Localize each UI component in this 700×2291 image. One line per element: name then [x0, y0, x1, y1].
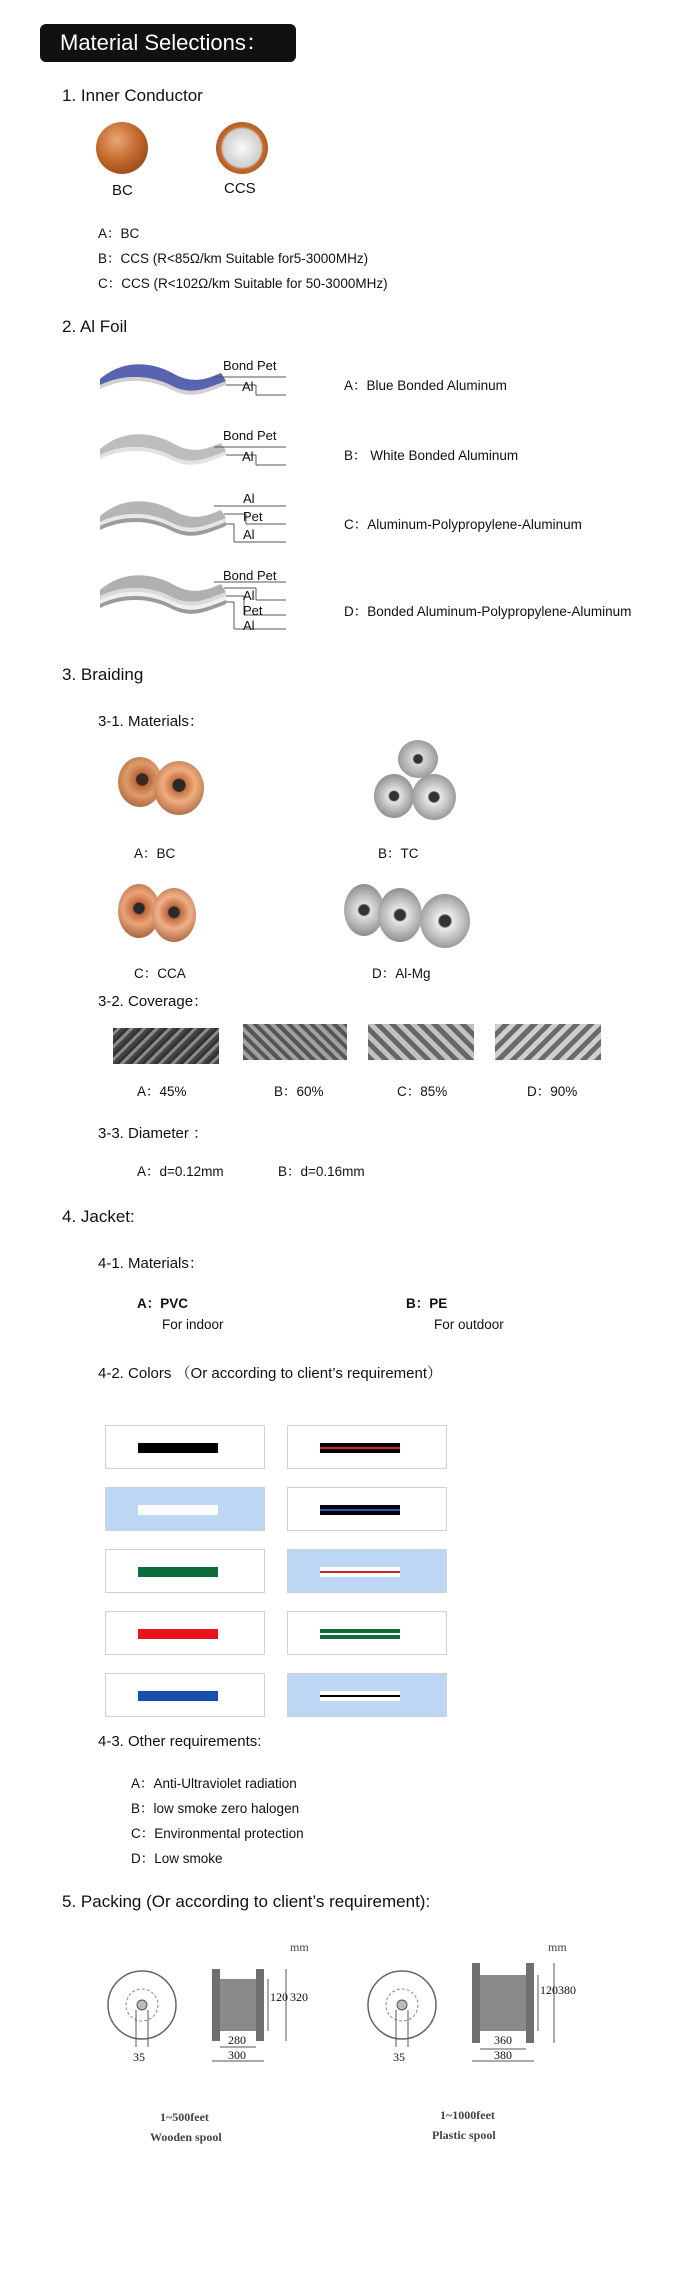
- wooden-length: 1~500feet: [160, 2110, 209, 2124]
- bc-label: BC: [112, 182, 133, 199]
- inner-conductor-option-a: A：BC: [98, 226, 140, 241]
- foil-a-layer-2: Al: [242, 379, 254, 394]
- inner-conductor-option-c: C：CCS (R<102Ω/km Suitable for 50-3000MHz): [98, 276, 388, 291]
- coverage-c: C：85%: [397, 1084, 448, 1099]
- jacket-materials-heading: 4-1. Materials：: [98, 1255, 204, 1272]
- jacket-color-sample: [320, 1629, 400, 1639]
- inner-conductor-option-b: B：CCS (R<85Ω/km Suitable for5-3000MHz): [98, 251, 369, 266]
- al-mg-wire-coil-image: [344, 880, 474, 950]
- wooden-spool-name: Wooden spool: [150, 2130, 222, 2144]
- coverage-45-image: [113, 1028, 219, 1064]
- jacket-color-sample: [320, 1443, 400, 1453]
- braiding-material-b: B：TC: [378, 846, 419, 861]
- wooden-dim-w1: 280: [228, 2033, 246, 2047]
- plastic-length: 1~1000feet: [440, 2108, 495, 2122]
- wooden-dim-h1: 120: [270, 1990, 288, 2004]
- coverage-d: D：90%: [527, 1084, 578, 1099]
- diameter-b: B：d=0.16mm: [278, 1164, 365, 1179]
- other-requirement-b: B：low smoke zero halogen: [131, 1801, 300, 1816]
- color-swatch: [287, 1673, 447, 1717]
- plastic-hub-dim: 35: [393, 2050, 405, 2064]
- bc-wire-coil-image: [118, 755, 218, 815]
- wooden-hub-dim: 35: [133, 2050, 145, 2064]
- wooden-dim-w2: 300: [228, 2048, 246, 2062]
- plastic-unit-label: mm: [548, 1940, 567, 1954]
- jacket-color-sample: [320, 1567, 400, 1577]
- foil-a-label: A：Blue Bonded Aluminum: [344, 378, 507, 393]
- diameter-a: A：d=0.12mm: [137, 1164, 224, 1179]
- color-swatch: [287, 1611, 447, 1655]
- ccs-label: CCS: [224, 180, 256, 197]
- color-swatch: [287, 1549, 447, 1593]
- foil-d-label: D：Bonded Aluminum-Polypropylene-Aluminum: [344, 604, 632, 619]
- jacket-color-sample: [138, 1567, 218, 1577]
- foil-b-layer-2: Al: [242, 449, 254, 464]
- plastic-dim-h1: 120: [540, 1983, 558, 1997]
- foil-b-label: B： White Bonded Aluminum: [344, 448, 519, 463]
- coverage-90-image: [495, 1024, 601, 1060]
- jacket-color-stripe: [320, 1447, 400, 1449]
- coverage-b: B：60%: [274, 1084, 324, 1099]
- foil-a-layer-1: Bond Pet: [223, 358, 277, 373]
- other-requirements-heading: 4-3. Other requirements:: [98, 1733, 262, 1750]
- foil-c-layer-1: Al: [243, 491, 255, 506]
- plastic-dim-w1: 360: [494, 2033, 512, 2047]
- foil-d-layer-1: Bond Pet: [223, 568, 277, 583]
- foil-d-layer-3: Pet: [243, 603, 263, 618]
- jacket-pvc-use: For indoor: [162, 1317, 224, 1332]
- foil-c-label: C：Aluminum-Polypropylene-Aluminum: [344, 517, 582, 532]
- jacket-color-sample: [138, 1629, 218, 1639]
- braiding-material-a: A：BC: [134, 846, 176, 861]
- foil-c-layer-2: Pet: [243, 509, 263, 524]
- braiding-material-d: D：Al-Mg: [372, 966, 431, 981]
- bc-conductor-image: [96, 122, 148, 174]
- al-foil-heading: 2. Al Foil: [62, 317, 128, 336]
- color-swatch: [105, 1549, 265, 1593]
- color-swatch: [287, 1425, 447, 1469]
- braiding-materials-heading: 3-1. Materials：: [98, 713, 204, 730]
- page-title: Material Selections：: [40, 24, 296, 62]
- foil-d-layer-2: Al: [243, 588, 255, 603]
- jacket-color-sample: [138, 1691, 218, 1701]
- wooden-unit-label: mm: [290, 1940, 309, 1954]
- coverage-a: A：45%: [137, 1084, 187, 1099]
- color-swatch: [105, 1425, 265, 1469]
- coverage-60-image: [243, 1024, 347, 1060]
- color-swatch: [105, 1487, 265, 1531]
- jacket-color-stripe: [320, 1509, 400, 1511]
- braiding-heading: 3. Braiding: [62, 665, 144, 684]
- jacket-color-sample: [320, 1691, 400, 1701]
- plastic-dim-h2: 380: [558, 1983, 576, 1997]
- jacket-pe: B：PE: [406, 1296, 448, 1311]
- color-swatch: [105, 1611, 265, 1655]
- jacket-color-sample: [320, 1505, 400, 1515]
- jacket-color-stripe: [320, 1633, 400, 1635]
- plastic-spool-name: Plastic spool: [432, 2128, 496, 2142]
- plastic-dim-w2: 380: [494, 2048, 512, 2062]
- wooden-dim-h2: 320: [290, 1990, 308, 2004]
- color-swatch-grid: [0, 0, 700, 1]
- jacket-color-stripe: [320, 1695, 400, 1697]
- coverage-heading: 3-2. Coverage：: [98, 993, 209, 1010]
- foil-c-layer-3: Al: [243, 527, 255, 542]
- tc-wire-coil-image: [372, 740, 472, 820]
- color-swatch: [105, 1673, 265, 1717]
- jacket-pe-use: For outdoor: [434, 1317, 504, 1332]
- diameter-heading: 3-3. Diameter ：: [98, 1125, 209, 1142]
- jacket-color-stripe: [320, 1571, 400, 1573]
- jacket-heading: 4. Jacket:: [62, 1207, 135, 1226]
- jacket-color-sample: [138, 1505, 218, 1515]
- inner-conductor-heading: 1. Inner Conductor: [62, 86, 203, 105]
- coverage-85-image: [368, 1024, 474, 1060]
- cca-wire-coil-image: [118, 880, 208, 944]
- ccs-conductor-image: [216, 122, 268, 174]
- other-requirement-a: A：Anti-Ultraviolet radiation: [131, 1776, 297, 1791]
- other-requirement-d: D：Low smoke: [131, 1851, 223, 1866]
- color-swatch: [287, 1487, 447, 1531]
- jacket-color-sample: [138, 1443, 218, 1453]
- colors-heading: 4-2. Colors （Or according to client’s requirement）: [98, 1365, 443, 1382]
- packing-heading: 5. Packing (Or according to client’s requirement):: [62, 1892, 431, 1911]
- foil-b-layer-1: Bond Pet: [223, 428, 277, 443]
- jacket-pvc: A：PVC: [137, 1296, 189, 1311]
- foil-d-layer-4: Al: [243, 618, 255, 633]
- other-requirement-c: C：Environmental protection: [131, 1826, 304, 1841]
- braiding-material-c: C：CCA: [134, 966, 186, 981]
